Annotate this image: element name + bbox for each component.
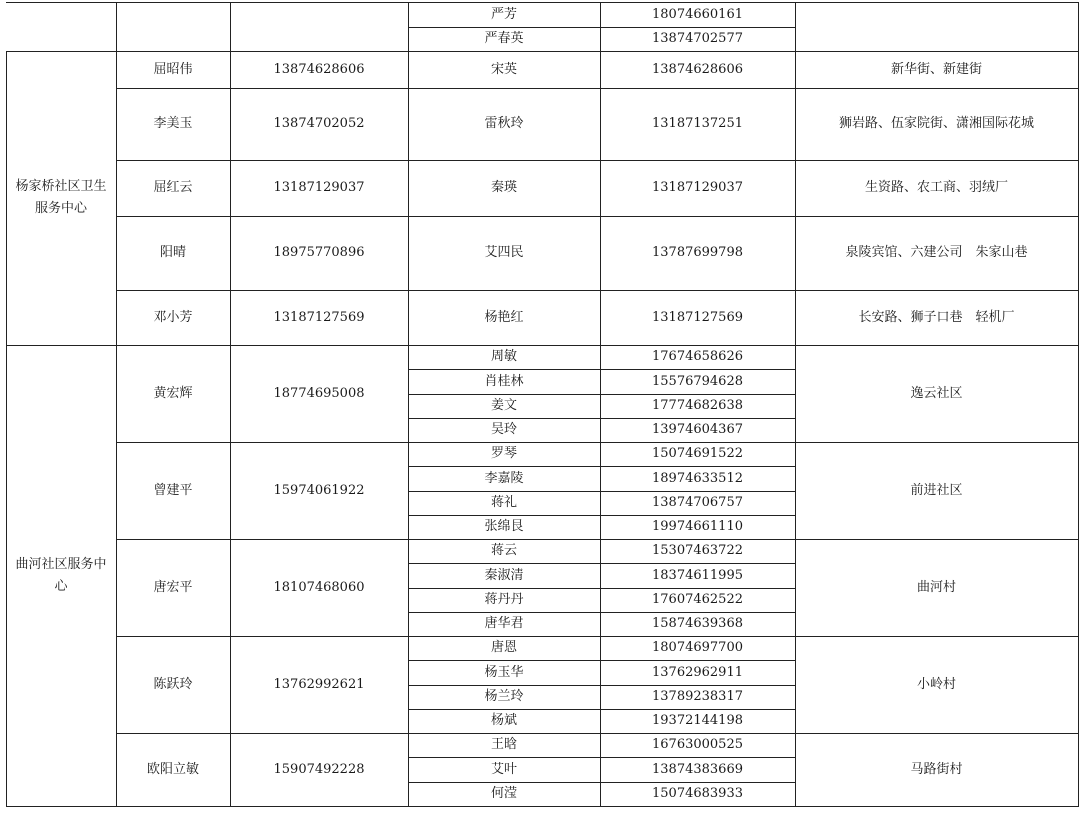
leader-name: 唐宏平 <box>153 579 193 595</box>
sub-row-divider <box>408 757 796 758</box>
member-name: 秦淑清 <box>484 567 524 583</box>
sub-row-divider <box>408 612 796 613</box>
row-divider <box>116 216 1079 217</box>
row-divider <box>116 442 1079 443</box>
row-divider <box>116 539 1079 540</box>
leader-phone: 18107468060 <box>273 579 365 595</box>
member-name: 吴玲 <box>490 422 517 437</box>
member-name: 杨兰玲 <box>484 689 524 704</box>
member-phone: 13187129037 <box>652 180 743 195</box>
member-phone: 13874628606 <box>652 61 743 77</box>
member-name: 肖桂林 <box>484 373 524 389</box>
leader-name: 欧阳立敏 <box>146 761 199 777</box>
member-name: 何滢 <box>490 786 517 801</box>
member-phone: 15576794628 <box>652 373 743 389</box>
member-phone: 18374611995 <box>652 567 743 583</box>
row-divider <box>6 51 1079 52</box>
member-phone: 17674658626 <box>652 349 743 364</box>
service-area: 小岭村 <box>916 676 956 692</box>
service-area: 逸云社区 <box>910 385 963 401</box>
member-phone: 13874383669 <box>652 761 743 777</box>
member-name: 严春英 <box>484 31 524 46</box>
member-name: 唐恩 <box>490 640 517 655</box>
column-divider <box>408 2 409 807</box>
leader-phone: 15974061922 <box>273 482 365 498</box>
leader-name: 屈昭伟 <box>153 61 193 77</box>
sub-row-divider <box>408 466 796 467</box>
leader-phone: 13874702052 <box>273 116 365 131</box>
member-phone: 16763000525 <box>652 737 743 752</box>
service-area: 马路街村 <box>910 761 963 777</box>
sub-row-divider <box>408 782 796 783</box>
leader-name: 阳晴 <box>159 245 186 260</box>
member-phone: 13762962911 <box>652 664 743 680</box>
member-phone: 17774682638 <box>652 398 743 413</box>
member-name: 艾叶 <box>490 761 517 777</box>
leader-name: 屈红云 <box>153 180 193 195</box>
member-name: 宋英 <box>490 61 517 77</box>
table-bottom-border <box>6 806 1079 807</box>
leader-phone: 13874628606 <box>273 61 365 77</box>
member-name: 杨玉华 <box>484 664 524 680</box>
row-divider <box>116 88 1079 89</box>
leader-phone: 13187129037 <box>273 180 365 195</box>
member-phone: 15874639368 <box>652 616 743 631</box>
member-phone: 13187127569 <box>652 309 743 325</box>
center-name: 杨家桥社区卫生服务中心 <box>15 179 107 216</box>
leader-name: 陈跃玲 <box>153 676 193 692</box>
member-phone: 15307463722 <box>652 543 743 558</box>
sub-row-divider <box>408 685 796 686</box>
row-divider <box>116 160 1079 161</box>
sub-row-divider <box>408 491 796 492</box>
row-divider <box>116 733 1079 734</box>
sub-row-divider <box>408 563 796 564</box>
member-phone: 18074660161 <box>652 6 743 22</box>
sub-row-divider <box>408 515 796 516</box>
service-area: 泉陵宾馆、六建公司 朱家山巷 <box>845 245 1028 260</box>
center-name: 曲河社区服务中心 <box>15 556 107 594</box>
member-phone: 19974661110 <box>652 519 743 534</box>
table-top-border <box>6 2 1079 3</box>
member-name: 张绵艮 <box>484 519 524 534</box>
service-area: 狮岩路、伍家院街、潇湘国际花城 <box>838 116 1034 131</box>
member-name: 罗琴 <box>490 446 517 461</box>
member-phone: 13874702577 <box>652 31 743 46</box>
member-name: 雷秋玲 <box>484 116 524 131</box>
member-phone: 15074683933 <box>652 786 743 801</box>
member-phone: 13787699798 <box>652 245 743 260</box>
member-phone: 18074697700 <box>652 640 743 655</box>
service-area: 新华街、新建街 <box>890 61 982 77</box>
member-name: 艾四民 <box>484 245 524 260</box>
member-name: 蒋礼 <box>490 495 517 510</box>
column-divider <box>600 2 601 807</box>
sub-row-divider <box>408 369 796 370</box>
service-area: 长安路、狮子口巷 轻机厂 <box>858 309 1015 325</box>
member-name: 秦瑛 <box>490 180 517 195</box>
column-divider <box>116 2 117 807</box>
leader-name: 曾建平 <box>153 482 193 498</box>
member-phone: 15074691522 <box>652 446 743 461</box>
member-phone: 19372144198 <box>652 713 743 728</box>
member-name: 李嘉陵 <box>484 470 524 486</box>
leader-phone: 18975770896 <box>273 245 365 260</box>
member-name: 姜文 <box>490 398 517 413</box>
leader-phone: 15907492228 <box>273 761 365 777</box>
sub-row-divider <box>408 27 796 28</box>
table-right-border <box>1078 2 1079 807</box>
row-divider <box>116 636 1079 637</box>
member-name: 王晗 <box>490 737 517 752</box>
sub-row-divider <box>408 660 796 661</box>
leader-phone: 13762992621 <box>273 676 365 692</box>
table-left-border <box>6 51 7 807</box>
service-area: 曲河村 <box>916 579 956 595</box>
column-divider <box>230 2 231 807</box>
leader-name: 邓小芳 <box>153 309 193 325</box>
member-name: 严芳 <box>490 6 517 22</box>
member-phone: 17607462522 <box>652 592 743 607</box>
sub-row-divider <box>408 588 796 589</box>
member-name: 杨斌 <box>490 713 517 728</box>
leader-phone: 13187127569 <box>273 309 365 325</box>
leader-phone: 18774695008 <box>273 385 365 401</box>
member-name: 周敏 <box>490 349 517 364</box>
member-name: 唐华君 <box>484 616 524 631</box>
service-area: 前进社区 <box>910 482 963 498</box>
member-name: 杨艳红 <box>484 309 524 325</box>
sub-row-divider <box>408 709 796 710</box>
leader-name: 李美玉 <box>153 116 193 131</box>
member-phone: 13874706757 <box>652 495 743 510</box>
member-phone: 13789238317 <box>652 689 743 704</box>
sub-row-divider <box>408 418 796 419</box>
member-name: 蒋云 <box>490 543 517 558</box>
sub-row-divider <box>408 394 796 395</box>
service-area: 生资路、农工商、羽绒厂 <box>864 180 1008 195</box>
member-phone: 13974604367 <box>652 422 743 437</box>
member-name: 蒋丹丹 <box>484 592 524 607</box>
member-phone: 13187137251 <box>652 116 743 131</box>
row-divider <box>116 290 1079 291</box>
leader-name: 黄宏辉 <box>153 385 193 401</box>
column-divider <box>795 2 796 807</box>
member-phone: 18974633512 <box>652 470 743 486</box>
